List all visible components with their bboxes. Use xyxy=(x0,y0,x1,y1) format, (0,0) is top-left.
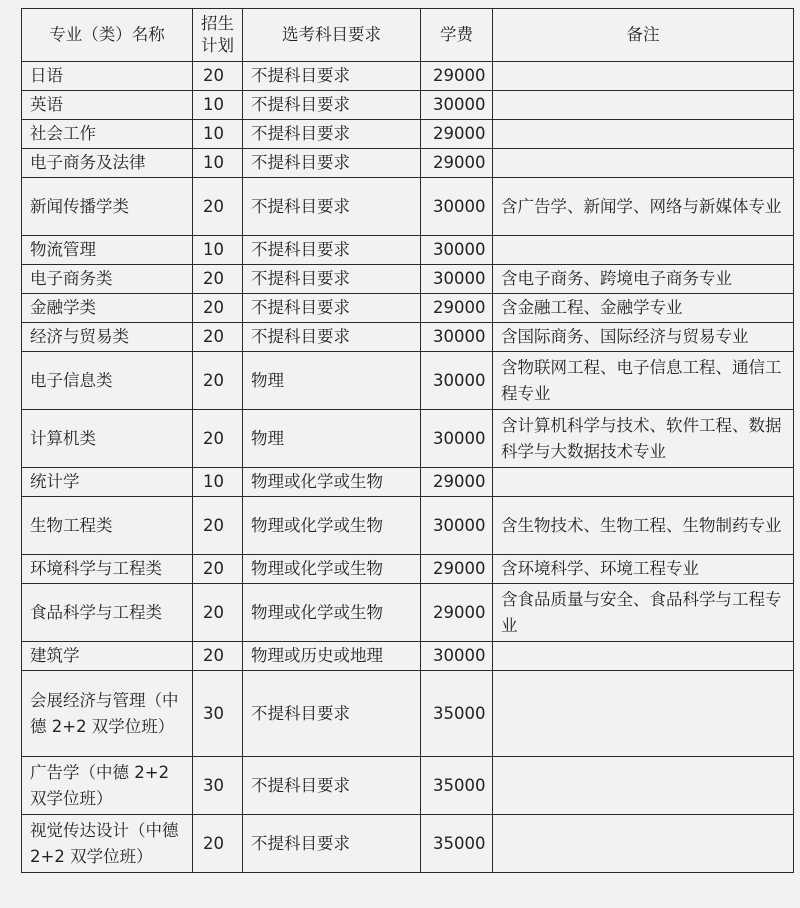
cell-plan: 20 xyxy=(193,555,243,584)
cell-fee: 30000 xyxy=(421,352,493,410)
cell-fee: 29000 xyxy=(421,555,493,584)
cell-notes xyxy=(493,62,794,91)
table-row xyxy=(22,149,794,178)
cell-major: 电子商务及法律 xyxy=(22,149,193,178)
cell-major: 会展经济与管理（中德 2+2 双学位班） xyxy=(22,671,193,757)
cell-notes xyxy=(493,671,794,757)
table-row xyxy=(22,120,794,149)
cell-notes: 含计算机科学与技术、软件工程、数据科学与大数据技术专业 xyxy=(493,410,794,468)
cell-notes xyxy=(493,815,794,873)
cell-plan: 10 xyxy=(193,120,243,149)
cell-major: 英语 xyxy=(22,91,193,120)
table-row xyxy=(22,468,794,497)
cell-notes xyxy=(493,642,794,671)
cell-subjects: 物理 xyxy=(243,410,421,468)
cell-notes xyxy=(493,149,794,178)
table-row xyxy=(22,352,794,410)
cell-major: 视觉传达设计（中德 2+2 双学位班） xyxy=(22,815,193,873)
cell-major: 社会工作 xyxy=(22,120,193,149)
cell-subjects: 不提科目要求 xyxy=(243,62,421,91)
cell-notes: 含环境科学、环境工程专业 xyxy=(493,555,794,584)
cell-major: 经济与贸易类 xyxy=(22,323,193,352)
cell-plan: 30 xyxy=(193,757,243,815)
cell-major: 日语 xyxy=(22,62,193,91)
table-row xyxy=(22,294,794,323)
table-row xyxy=(22,62,794,91)
cell-fee: 35000 xyxy=(421,815,493,873)
cell-plan: 20 xyxy=(193,323,243,352)
table-row xyxy=(22,323,794,352)
cell-notes: 含生物技术、生物工程、生物制药专业 xyxy=(493,497,794,555)
cell-notes: 含金融工程、金融学专业 xyxy=(493,294,794,323)
cell-subjects: 物理或化学或生物 xyxy=(243,497,421,555)
cell-subjects: 不提科目要求 xyxy=(243,265,421,294)
cell-notes: 含电子商务、跨境电子商务专业 xyxy=(493,265,794,294)
cell-subjects: 物理或化学或生物 xyxy=(243,584,421,642)
table-row xyxy=(22,642,794,671)
cell-fee: 30000 xyxy=(421,323,493,352)
cell-plan: 30 xyxy=(193,671,243,757)
cell-fee: 30000 xyxy=(421,91,493,120)
cell-fee: 29000 xyxy=(421,149,493,178)
header-plan xyxy=(193,9,243,62)
cell-subjects: 不提科目要求 xyxy=(243,120,421,149)
table-row xyxy=(22,265,794,294)
cell-fee: 29000 xyxy=(421,62,493,91)
table-row xyxy=(22,584,794,642)
header-plan-line1: 招生 xyxy=(201,14,234,33)
cell-major: 生物工程类 xyxy=(22,497,193,555)
cell-subjects: 不提科目要求 xyxy=(243,323,421,352)
cell-notes xyxy=(493,236,794,265)
table-row xyxy=(22,410,794,468)
cell-notes: 含广告学、新闻学、网络与新媒体专业 xyxy=(493,178,794,236)
cell-major: 电子信息类 xyxy=(22,352,193,410)
cell-plan: 20 xyxy=(193,497,243,555)
cell-notes: 含物联网工程、电子信息工程、通信工程专业 xyxy=(493,352,794,410)
cell-fee: 29000 xyxy=(421,584,493,642)
header-subjects: 选考科目要求 xyxy=(243,9,421,62)
header-plan-line2: 计划 xyxy=(201,36,234,55)
cell-plan: 10 xyxy=(193,236,243,265)
cell-subjects: 不提科目要求 xyxy=(243,178,421,236)
cell-notes xyxy=(493,91,794,120)
cell-plan: 20 xyxy=(193,584,243,642)
cell-major: 食品科学与工程类 xyxy=(22,584,193,642)
cell-major: 物流管理 xyxy=(22,236,193,265)
cell-subjects: 物理或化学或生物 xyxy=(243,555,421,584)
table-row xyxy=(22,815,794,873)
table-row xyxy=(22,91,794,120)
cell-fee: 30000 xyxy=(421,410,493,468)
cell-notes: 含国际商务、国际经济与贸易专业 xyxy=(493,323,794,352)
cell-subjects: 不提科目要求 xyxy=(243,236,421,265)
cell-plan: 10 xyxy=(193,468,243,497)
cell-subjects: 不提科目要求 xyxy=(243,815,421,873)
enrollment-table-sheet xyxy=(21,8,793,873)
cell-subjects: 物理或历史或地理 xyxy=(243,642,421,671)
cell-plan: 20 xyxy=(193,815,243,873)
header-row xyxy=(22,9,794,62)
cell-fee: 29000 xyxy=(421,120,493,149)
cell-fee: 30000 xyxy=(421,265,493,294)
cell-plan: 20 xyxy=(193,410,243,468)
cell-fee: 29000 xyxy=(421,468,493,497)
cell-plan: 20 xyxy=(193,62,243,91)
cell-subjects: 不提科目要求 xyxy=(243,91,421,120)
cell-major: 计算机类 xyxy=(22,410,193,468)
cell-plan: 20 xyxy=(193,642,243,671)
cell-major: 建筑学 xyxy=(22,642,193,671)
cell-subjects: 不提科目要求 xyxy=(243,671,421,757)
cell-fee: 30000 xyxy=(421,642,493,671)
cell-plan: 10 xyxy=(193,91,243,120)
cell-fee: 30000 xyxy=(421,178,493,236)
cell-notes: 含食品质量与安全、食品科学与工程专业 xyxy=(493,584,794,642)
cell-plan: 10 xyxy=(193,149,243,178)
cell-fee: 30000 xyxy=(421,497,493,555)
cell-fee: 30000 xyxy=(421,236,493,265)
cell-major: 金融学类 xyxy=(22,294,193,323)
cell-fee: 29000 xyxy=(421,294,493,323)
cell-major: 环境科学与工程类 xyxy=(22,555,193,584)
table-row xyxy=(22,178,794,236)
cell-major: 电子商务类 xyxy=(22,265,193,294)
cell-plan: 20 xyxy=(193,294,243,323)
cell-notes xyxy=(493,757,794,815)
cell-fee: 35000 xyxy=(421,671,493,757)
cell-subjects: 不提科目要求 xyxy=(243,757,421,815)
cell-notes xyxy=(493,120,794,149)
cell-notes xyxy=(493,468,794,497)
table-row xyxy=(22,236,794,265)
cell-subjects: 物理 xyxy=(243,352,421,410)
header-fee: 学费 xyxy=(421,9,493,62)
cell-plan: 20 xyxy=(193,265,243,294)
cell-plan: 20 xyxy=(193,178,243,236)
cell-subjects: 不提科目要求 xyxy=(243,149,421,178)
header-notes: 备注 xyxy=(493,9,794,62)
cell-major: 新闻传播学类 xyxy=(22,178,193,236)
header-major: 专业（类）名称 xyxy=(22,9,193,62)
cell-major: 统计学 xyxy=(22,468,193,497)
table-row xyxy=(22,497,794,555)
cell-plan: 20 xyxy=(193,352,243,410)
enrollment-table xyxy=(21,8,794,873)
cell-major: 广告学（中德 2+2 双学位班） xyxy=(22,757,193,815)
cell-subjects: 不提科目要求 xyxy=(243,294,421,323)
cell-subjects: 物理或化学或生物 xyxy=(243,468,421,497)
table-row xyxy=(22,555,794,584)
cell-fee: 35000 xyxy=(421,757,493,815)
table-row xyxy=(22,671,794,757)
table-row xyxy=(22,757,794,815)
